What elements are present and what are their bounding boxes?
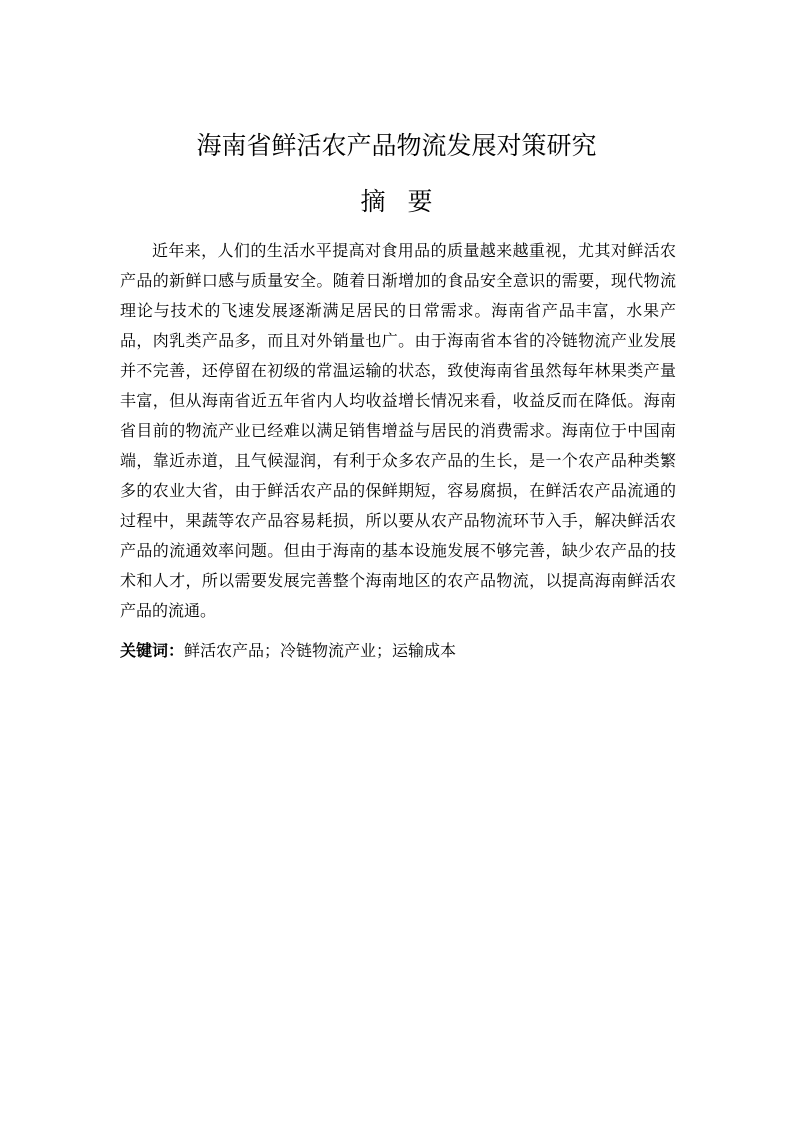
keywords-label: 关键词： [120,641,185,660]
abstract-body: 近年来，人们的生活水平提高对食用品的质量越来越重视，尤其对鲜活农产品的新鲜口感与质量安全。随着日渐增加的食品安全意识的需要，现代物流理论与技术的飞速发展逐渐满足居民的日常需求。海南省产品丰富，水果产品，肉乳类产品多，而且对外销量也广。由于海南省本省的冷链物流产业发展并不完善，还停留在初级的常温运输的状态，致使海南省虽然每年林果类产量丰富，但从海南省近五年省内人均收益增长情况来看，收益反而在降低。海南省目前的物流产业已经难以满足销售增益与居民的消费需求。海南位于中国南端，靠近赤道，且气候湿润，有利于众多农产品的生长，是一个农产品种类繁多的农业大省，由于鲜活农产品的保鲜期短，容易腐损，在鲜活农产品流通的过程中，果蔬等农产品容易耗损，所以要从农产品物流环节入手，解决鲜活农产品的流通效率问题。但由于海南的基本设施发展不够完善，缺少农产品的技术和人才，所以需要发展完善整个海南地区的农产品物流，以提高海南鲜活农产品的流通。 [120,241,676,620]
keywords-line [120,638,676,664]
document-title: 海南省鲜活农产品物流发展对策研究 [196,131,597,160]
abstract-heading: 摘要 [360,187,455,216]
keywords-text: 鲜活农产品；冷链物流产业；运输成本 [184,641,457,660]
